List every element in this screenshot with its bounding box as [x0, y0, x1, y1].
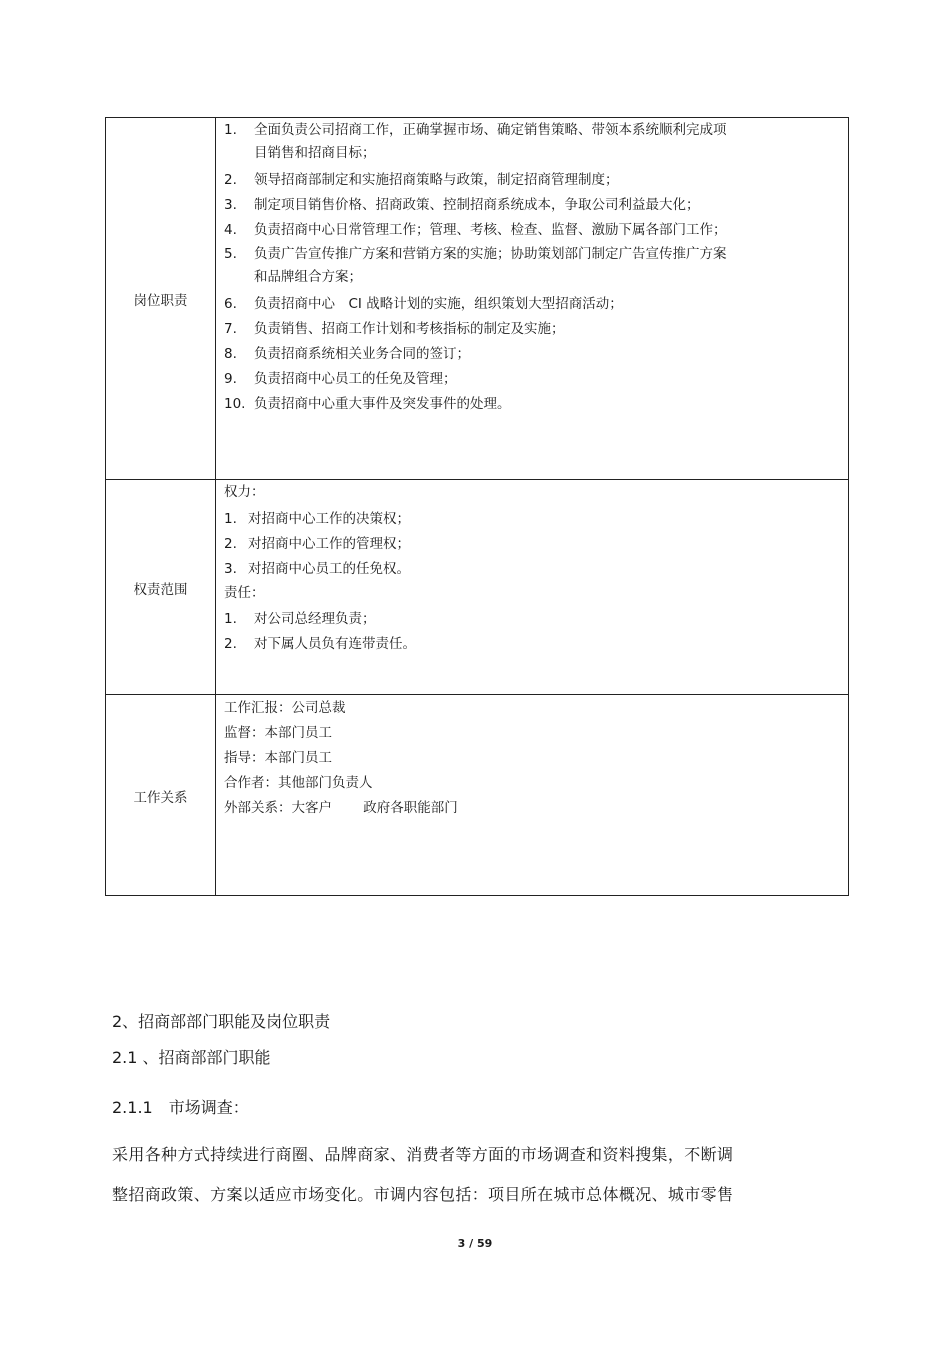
relation-line: 监督：本部门员工	[224, 725, 332, 741]
relations-label: 工作关系	[106, 695, 216, 896]
section-title: 2、招商部部门职能及岗位职责	[112, 1012, 331, 1031]
subsection-title: 2.1 、招商部部门职能	[112, 1048, 271, 1067]
power-title: 权力：	[224, 484, 265, 500]
power-item: 3. 对招商中心员工的任免权。	[224, 561, 410, 577]
duty-item: 9. 负责招商中心员工的任免及管理；	[224, 371, 457, 387]
page-number: 3 / 59	[457, 1237, 493, 1250]
duty-item: 3. 制定项目销售价格、招商政策、控制招商系统成本，争取公司利益最大化；	[224, 197, 700, 213]
responsibility-item: 1. 对公司总经理负责；	[224, 611, 376, 627]
paragraph-line: 采用各种方式持续进行商圈、品牌商家、消费者等方面的市场调查和资料搜集，不断调	[112, 1145, 734, 1164]
power-item: 1. 对招商中心工作的决策权；	[224, 511, 410, 527]
authority-row	[106, 479, 848, 695]
responsibility-item: 2. 对下属人员负有连带责任。	[224, 636, 416, 652]
relations-row	[106, 694, 848, 896]
paragraph-line: 整招商政策、方案以适应市场变化。市调内容包括：项目所在城市总体概况、城市零售	[112, 1185, 734, 1204]
duty-item: 1. 全面负责公司招商工作，正确掌握市场、确定销售策略、带领本系统顺利完成项	[224, 122, 727, 138]
responsibility-table	[105, 117, 849, 896]
duties-row	[106, 118, 848, 479]
relation-line: 外部关系：大客户 政府各职能部门	[224, 800, 458, 816]
subsubsection-title: 2.1.1 市场调查：	[112, 1098, 249, 1117]
responsibility-title: 责任：	[224, 585, 265, 601]
power-item: 2. 对招商中心工作的管理权；	[224, 536, 410, 552]
duty-item: 10. 负责招商中心重大事件及突发事件的处理。	[224, 396, 511, 412]
duties-label: 岗位职责	[106, 118, 216, 479]
duty-item: 5. 负责广告宣传推广方案和营销方案的实施；协助策划部门制定广告宣传推广方案	[224, 246, 727, 262]
duty-item-continuation: 和品牌组合方案；	[254, 269, 362, 285]
duty-item: 6. 负责招商中心 CI 战略计划的实施，组织策划大型招商活动；	[224, 296, 623, 312]
duty-item: 7. 负责销售、招商工作计划和考核指标的制定及实施；	[224, 321, 565, 337]
duty-item-continuation: 目销售和招商目标；	[254, 145, 376, 161]
authority-label: 权责范围	[106, 480, 216, 695]
duty-item: 8. 负责招商系统相关业务合同的签订；	[224, 346, 470, 362]
relation-line: 指导：本部门员工	[224, 750, 332, 766]
duty-item: 2. 领导招商部制定和实施招商策略与政策，制定招商管理制度；	[224, 172, 619, 188]
duty-item: 4. 负责招商中心日常管理工作；管理、考核、检查、监督、激励下属各部门工作；	[224, 222, 727, 238]
relation-line: 合作者：其他部门负责人	[224, 775, 373, 791]
relation-line: 工作汇报：公司总裁	[224, 700, 346, 716]
